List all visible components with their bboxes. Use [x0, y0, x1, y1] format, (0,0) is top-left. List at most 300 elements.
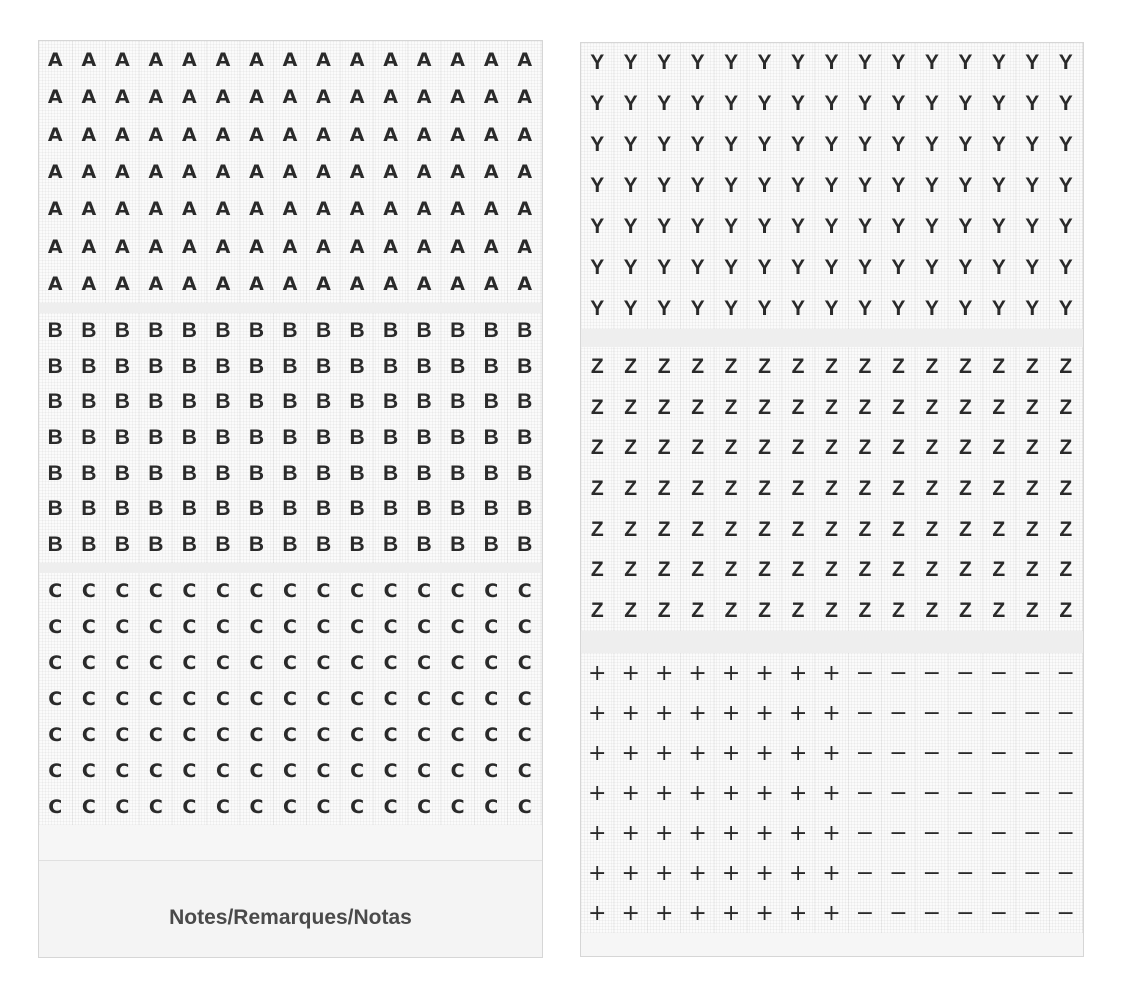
character-label: A — [73, 191, 107, 228]
character-label: + — [815, 693, 848, 733]
character-label: Y — [983, 288, 1016, 329]
character-label: A — [207, 78, 241, 115]
character-label: A — [475, 41, 509, 78]
character-label: Y — [782, 43, 815, 84]
character-label: B — [39, 384, 73, 420]
character-label: C — [341, 789, 375, 825]
character-label: A — [106, 41, 140, 78]
character-label: Y — [849, 206, 882, 247]
character-label: A — [140, 228, 174, 265]
character-label: Z — [581, 347, 614, 388]
character-label: B — [106, 384, 140, 420]
section-divider — [39, 303, 542, 313]
character-label: A — [341, 41, 375, 78]
character-label: A — [441, 266, 475, 303]
character-label: C — [140, 789, 174, 825]
character-label: + — [748, 893, 781, 933]
character-label: C — [39, 681, 73, 717]
character-label: B — [207, 492, 241, 528]
character-label: C — [374, 609, 408, 645]
character-label: + — [614, 693, 647, 733]
character-label: Y — [748, 288, 781, 329]
character-label: − — [983, 733, 1016, 773]
character-label: C — [140, 753, 174, 789]
character-label: A — [341, 228, 375, 265]
character-label: B — [140, 456, 174, 492]
character-label: Y — [715, 43, 748, 84]
character-label: Z — [715, 347, 748, 388]
character-label: Y — [916, 247, 949, 288]
character-label: B — [240, 527, 274, 563]
character-label: A — [39, 78, 73, 115]
character-label: A — [307, 78, 341, 115]
character-label: Z — [1016, 469, 1049, 510]
character-label: B — [408, 527, 442, 563]
character-label: Y — [815, 247, 848, 288]
character-label: B — [475, 313, 509, 349]
character-label: B — [307, 420, 341, 456]
character-label: C — [374, 681, 408, 717]
character-label: − — [983, 853, 1016, 893]
character-label: Z — [916, 347, 949, 388]
character-label: C — [240, 609, 274, 645]
character-label: A — [207, 116, 241, 153]
character-label: C — [441, 645, 475, 681]
character-label: C — [475, 573, 509, 609]
character-label: Y — [983, 206, 1016, 247]
character-label: Y — [581, 288, 614, 329]
character-label: B — [341, 313, 375, 349]
character-label: A — [441, 116, 475, 153]
character-label: C — [240, 789, 274, 825]
character-label: − — [949, 693, 982, 733]
character-label: Z — [882, 388, 915, 429]
character-label: + — [681, 853, 714, 893]
character-label: Z — [1050, 509, 1083, 550]
character-label: A — [173, 266, 207, 303]
character-label: B — [173, 384, 207, 420]
character-label: − — [949, 813, 982, 853]
character-label: B — [207, 527, 241, 563]
character-label: + — [782, 653, 815, 693]
character-label: Y — [748, 84, 781, 125]
character-label: Y — [782, 247, 815, 288]
character-label: + — [782, 693, 815, 733]
character-label: A — [240, 41, 274, 78]
character-label: A — [374, 191, 408, 228]
character-label: B — [73, 384, 107, 420]
character-label: C — [173, 573, 207, 609]
character-label: + — [681, 893, 714, 933]
character-label: Y — [715, 84, 748, 125]
section-divider — [581, 631, 1083, 653]
character-label: A — [508, 41, 542, 78]
character-label: A — [441, 78, 475, 115]
character-label: Z — [681, 428, 714, 469]
character-label: Y — [949, 247, 982, 288]
character-label: B — [39, 349, 73, 385]
character-label: C — [173, 717, 207, 753]
section-divider — [39, 563, 542, 573]
character-label: Z — [1050, 347, 1083, 388]
character-label: A — [39, 266, 73, 303]
character-label: Y — [681, 84, 714, 125]
character-label: B — [140, 313, 174, 349]
character-label: Z — [815, 388, 848, 429]
character-label: B — [408, 349, 442, 385]
character-label: C — [508, 609, 542, 645]
character-label: B — [140, 349, 174, 385]
character-label: Y — [949, 288, 982, 329]
character-label: Y — [581, 125, 614, 166]
character-label: Z — [815, 590, 848, 631]
character-label: Y — [681, 166, 714, 207]
character-label: Y — [782, 288, 815, 329]
character-label: A — [441, 153, 475, 190]
character-label: Y — [916, 206, 949, 247]
label-section-plus-minus — [581, 653, 1083, 933]
character-label: Z — [1050, 428, 1083, 469]
character-label: Y — [949, 84, 982, 125]
character-label: Y — [1050, 166, 1083, 207]
character-label: C — [307, 717, 341, 753]
character-label: Y — [1016, 166, 1049, 207]
character-label: A — [341, 78, 375, 115]
character-label: − — [849, 893, 882, 933]
character-label: + — [715, 693, 748, 733]
character-label: C — [475, 645, 509, 681]
character-label: + — [581, 853, 614, 893]
character-label: − — [983, 813, 1016, 853]
character-label: + — [782, 773, 815, 813]
character-label: + — [815, 733, 848, 773]
character-label: Z — [882, 509, 915, 550]
character-label: Y — [1050, 84, 1083, 125]
character-label: − — [1016, 733, 1049, 773]
character-label: A — [173, 116, 207, 153]
character-label: Y — [849, 84, 882, 125]
character-label: B — [73, 492, 107, 528]
character-label: B — [508, 527, 542, 563]
character-label: B — [274, 492, 308, 528]
character-label: Z — [849, 509, 882, 550]
character-label: B — [73, 313, 107, 349]
character-label: C — [140, 645, 174, 681]
character-label: B — [341, 420, 375, 456]
character-label: Z — [614, 550, 647, 591]
character-label: C — [73, 645, 107, 681]
character-label: Z — [614, 428, 647, 469]
character-label: C — [106, 609, 140, 645]
character-label: Z — [614, 590, 647, 631]
character-label: − — [983, 893, 1016, 933]
character-label: Y — [648, 84, 681, 125]
character-label: A — [374, 78, 408, 115]
character-label: + — [815, 653, 848, 693]
character-label: C — [39, 753, 73, 789]
character-label: B — [441, 420, 475, 456]
character-label: + — [748, 773, 781, 813]
character-label: B — [39, 456, 73, 492]
character-label: C — [341, 609, 375, 645]
character-label: − — [916, 813, 949, 853]
character-label: C — [207, 609, 241, 645]
character-label: C — [441, 609, 475, 645]
character-label: Y — [681, 125, 714, 166]
character-label: Z — [983, 388, 1016, 429]
character-label: + — [748, 733, 781, 773]
character-label: C — [207, 753, 241, 789]
character-label: C — [475, 753, 509, 789]
character-label: B — [408, 313, 442, 349]
character-label: A — [140, 116, 174, 153]
character-label: B — [475, 527, 509, 563]
character-label: B — [374, 349, 408, 385]
character-label: − — [849, 773, 882, 813]
character-label: Y — [1016, 288, 1049, 329]
character-label: + — [715, 733, 748, 773]
character-label: C — [374, 645, 408, 681]
character-label: C — [475, 789, 509, 825]
character-label: B — [374, 492, 408, 528]
character-label: C — [508, 681, 542, 717]
character-label: Z — [748, 590, 781, 631]
character-label: A — [39, 191, 73, 228]
character-label: Z — [614, 509, 647, 550]
character-label: C — [341, 573, 375, 609]
character-label: B — [475, 349, 509, 385]
character-label: C — [307, 681, 341, 717]
character-label: C — [207, 681, 241, 717]
character-label: Y — [648, 166, 681, 207]
character-label: B — [341, 456, 375, 492]
character-label: − — [849, 853, 882, 893]
character-label: Y — [614, 288, 647, 329]
character-label: A — [508, 116, 542, 153]
character-label: Z — [983, 550, 1016, 591]
character-label: − — [949, 653, 982, 693]
character-label: B — [173, 313, 207, 349]
label-section-c — [39, 573, 542, 825]
character-label: A — [140, 191, 174, 228]
character-label: A — [475, 266, 509, 303]
character-label: Z — [916, 590, 949, 631]
character-label: Y — [983, 166, 1016, 207]
character-label: A — [73, 116, 107, 153]
character-label: − — [916, 773, 949, 813]
character-label: C — [274, 753, 308, 789]
character-label: C — [441, 753, 475, 789]
character-label: A — [408, 153, 442, 190]
character-label: Y — [748, 247, 781, 288]
character-label: − — [1050, 773, 1083, 813]
character-label: Z — [648, 509, 681, 550]
character-label: A — [408, 78, 442, 115]
character-label: C — [106, 573, 140, 609]
character-label: B — [240, 456, 274, 492]
character-label: C — [240, 645, 274, 681]
character-label: Z — [882, 469, 915, 510]
character-label: B — [508, 384, 542, 420]
character-label: C — [140, 681, 174, 717]
character-label: Z — [782, 428, 815, 469]
character-label: Y — [581, 206, 614, 247]
character-label: C — [307, 753, 341, 789]
character-label: + — [581, 773, 614, 813]
character-label: B — [140, 420, 174, 456]
character-label: C — [274, 789, 308, 825]
character-label: B — [441, 492, 475, 528]
character-label: A — [173, 78, 207, 115]
character-label: Y — [715, 125, 748, 166]
character-label: B — [207, 384, 241, 420]
character-label: + — [648, 813, 681, 853]
character-label: A — [307, 116, 341, 153]
character-label: Z — [581, 590, 614, 631]
character-label: − — [949, 853, 982, 893]
character-label: Y — [983, 247, 1016, 288]
character-label: B — [39, 492, 73, 528]
character-label: Z — [849, 388, 882, 429]
character-label: Y — [1050, 206, 1083, 247]
character-label: Y — [882, 288, 915, 329]
character-label: Y — [715, 206, 748, 247]
character-label: Y — [614, 247, 647, 288]
character-label: − — [1050, 813, 1083, 853]
character-label: B — [73, 527, 107, 563]
character-label: C — [441, 789, 475, 825]
character-label: A — [475, 228, 509, 265]
character-label: Z — [581, 428, 614, 469]
character-label: C — [374, 717, 408, 753]
character-label: B — [39, 313, 73, 349]
character-label: + — [748, 693, 781, 733]
character-label: + — [681, 653, 714, 693]
character-label: Z — [1050, 590, 1083, 631]
character-label: − — [882, 813, 915, 853]
character-label: A — [173, 153, 207, 190]
character-label: B — [341, 349, 375, 385]
character-label: B — [73, 456, 107, 492]
character-label: A — [207, 153, 241, 190]
character-label: C — [441, 573, 475, 609]
character-label: C — [173, 609, 207, 645]
character-label: Z — [715, 469, 748, 510]
character-label: B — [408, 384, 442, 420]
character-label: C — [408, 789, 442, 825]
character-label: Z — [648, 388, 681, 429]
character-label: Z — [916, 428, 949, 469]
character-label: A — [240, 266, 274, 303]
character-label: Y — [715, 288, 748, 329]
character-label: Y — [815, 288, 848, 329]
character-label: A — [173, 228, 207, 265]
character-label: + — [581, 653, 614, 693]
character-label: B — [274, 527, 308, 563]
character-label: B — [441, 384, 475, 420]
character-label: + — [715, 893, 748, 933]
character-label: B — [207, 456, 241, 492]
character-label: A — [106, 116, 140, 153]
character-label: A — [374, 116, 408, 153]
character-label: B — [274, 384, 308, 420]
character-label: Y — [748, 206, 781, 247]
character-label: A — [274, 41, 308, 78]
character-label: A — [39, 116, 73, 153]
character-label: A — [341, 191, 375, 228]
character-label: Z — [681, 469, 714, 510]
character-label: − — [983, 653, 1016, 693]
character-label: Y — [815, 43, 848, 84]
character-label: Z — [815, 347, 848, 388]
character-label: C — [307, 645, 341, 681]
character-label: B — [274, 420, 308, 456]
character-label: Z — [748, 428, 781, 469]
notes-area — [39, 860, 542, 957]
character-label: A — [475, 191, 509, 228]
character-label: Y — [648, 43, 681, 84]
character-label: C — [441, 681, 475, 717]
character-label: A — [140, 78, 174, 115]
character-label: C — [140, 573, 174, 609]
character-label: A — [240, 78, 274, 115]
character-label: Y — [949, 166, 982, 207]
character-label: Y — [949, 125, 982, 166]
character-label: + — [681, 773, 714, 813]
character-label: A — [274, 78, 308, 115]
character-label: A — [274, 266, 308, 303]
character-label: Y — [815, 206, 848, 247]
character-label: C — [341, 645, 375, 681]
character-label: Z — [648, 469, 681, 510]
character-label: Z — [949, 469, 982, 510]
character-label: C — [374, 573, 408, 609]
character-label: Z — [681, 388, 714, 429]
character-label: Z — [1016, 509, 1049, 550]
character-label: B — [207, 349, 241, 385]
character-label: Z — [916, 388, 949, 429]
character-label: A — [106, 228, 140, 265]
character-label: C — [73, 789, 107, 825]
character-label: B — [140, 384, 174, 420]
character-label: + — [614, 733, 647, 773]
character-label: B — [106, 527, 140, 563]
character-label: Y — [983, 43, 1016, 84]
character-label: B — [307, 527, 341, 563]
character-label: Y — [782, 125, 815, 166]
character-label: B — [140, 492, 174, 528]
character-label: + — [748, 653, 781, 693]
character-label: Z — [949, 550, 982, 591]
character-label: + — [815, 813, 848, 853]
label-section-b — [39, 313, 542, 563]
character-label: Z — [782, 388, 815, 429]
character-label: + — [782, 733, 815, 773]
character-label: B — [106, 492, 140, 528]
character-label: B — [106, 313, 140, 349]
character-label: − — [983, 773, 1016, 813]
character-label: Z — [681, 550, 714, 591]
character-label: + — [681, 693, 714, 733]
character-label: Z — [849, 469, 882, 510]
right-label-card — [580, 42, 1084, 957]
character-label: A — [39, 228, 73, 265]
character-label: − — [1016, 813, 1049, 853]
character-label: Z — [782, 590, 815, 631]
character-label: Y — [916, 125, 949, 166]
character-label: C — [508, 573, 542, 609]
character-label: B — [240, 313, 274, 349]
